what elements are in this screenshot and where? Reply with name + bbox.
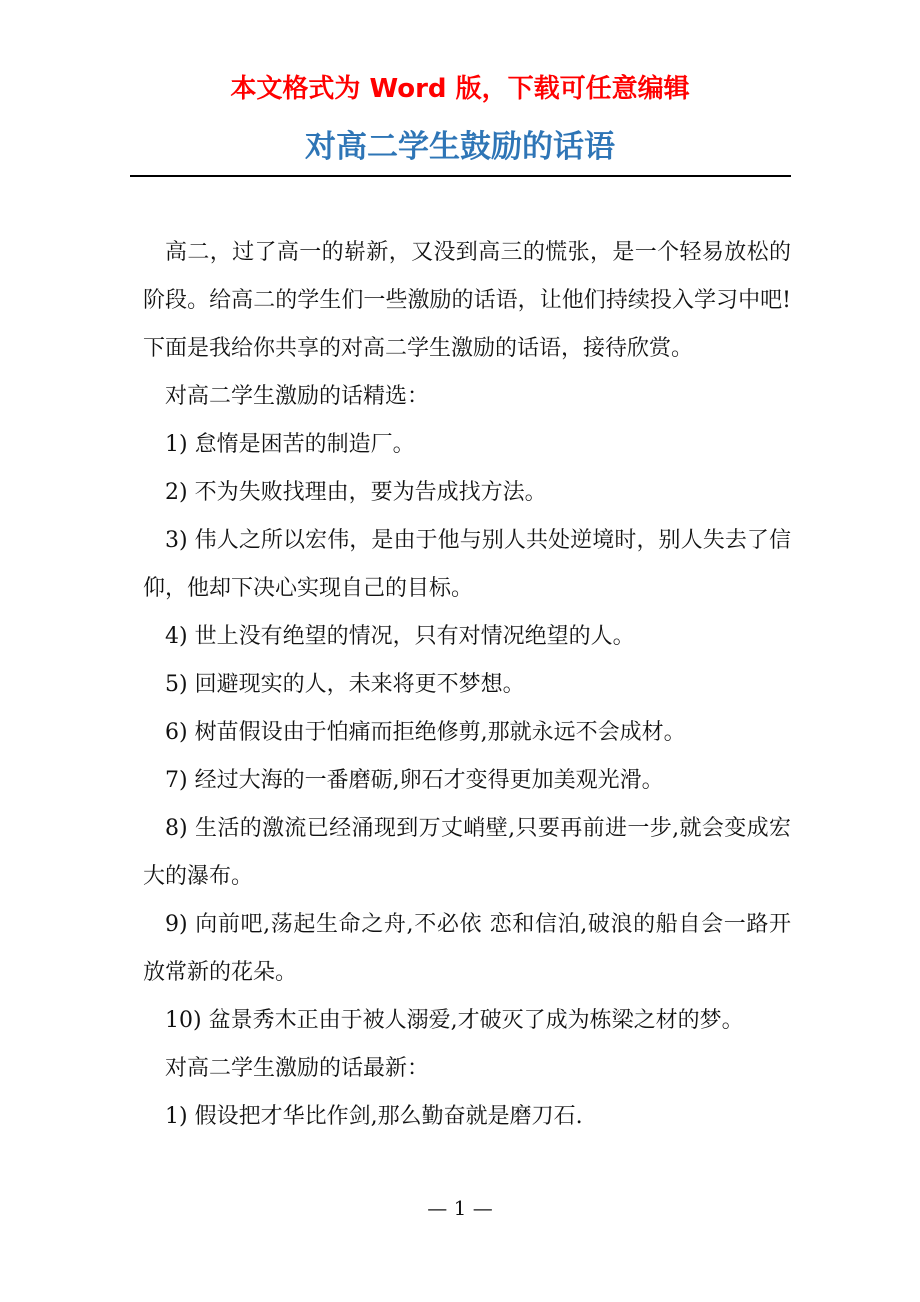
list-item: 2) 不为失败找理由，要为告成找方法。 bbox=[165, 480, 547, 505]
list-item: 10) 盆景秀木正由于被人溺爱,才破灭了成为栋梁之材的梦。 bbox=[165, 1008, 744, 1033]
list-item: 3) 伟人之所以宏伟，是由于他与别人共处逆境时，别人失去了信仰，他却下决心实现自己的目标。 bbox=[143, 528, 791, 601]
list-item: 1) 假设把才华比作剑,那么勤奋就是磨刀石. bbox=[165, 1104, 583, 1129]
section-heading: 对高二学生激励的话精选： bbox=[165, 384, 430, 409]
title-divider bbox=[130, 175, 791, 177]
list-item: 1) 怠惰是困苦的制造厂。 bbox=[165, 432, 415, 457]
list-item: 6) 树苗假设由于怕痛而拒绝修剪,那就永远不会成材。 bbox=[165, 720, 686, 745]
list-item: 7) 经过大海的一番磨砺,卵石才变得更加美观光滑。 bbox=[165, 768, 664, 793]
editable-notice: 本文格式为 Word 版，下载可任意编辑 bbox=[230, 74, 690, 104]
document-body bbox=[143, 229, 791, 1141]
list-item: 5) 回避现实的人，未来将更不梦想。 bbox=[165, 672, 525, 697]
page-number: — 1 — bbox=[427, 1196, 493, 1220]
intro-paragraph: 高二，过了高一的崭新，又没到高三的慌张，是一个轻易放松的阶段。给高二的学生们一些激励的话语，让他们持续投入学习中吧!下面是我给你共享的对高二学生激励的话语，接待欣赏。 bbox=[143, 240, 791, 361]
document-title: 对高二学生鼓励的话语 bbox=[305, 129, 615, 165]
list-item: 9) 向前吧,荡起生命之舟,不必依 恋和信泊,破浪的船自会一路开放常新的花朵。 bbox=[143, 912, 791, 985]
list-item: 4) 世上没有绝望的情况，只有对情况绝望的人。 bbox=[165, 624, 635, 649]
list-item: 8) 生活的激流已经涌现到万丈峭壁,只要再前进一步,就会变成宏大的瀑布。 bbox=[143, 816, 791, 889]
section-heading: 对高二学生激励的话最新： bbox=[165, 1056, 430, 1081]
